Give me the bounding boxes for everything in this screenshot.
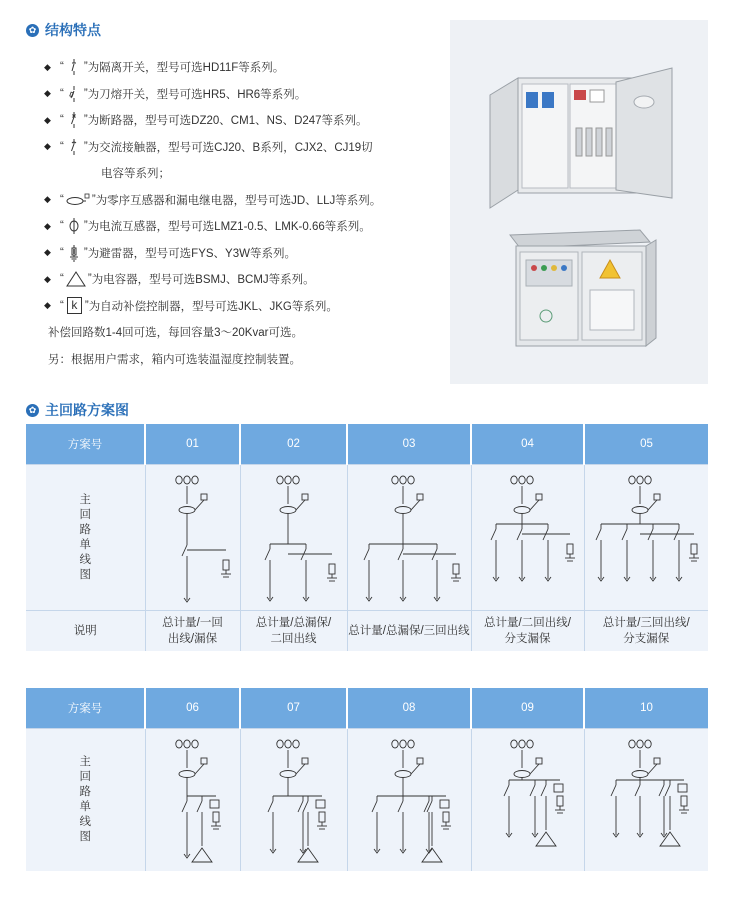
open-cabinet-image [490,68,672,208]
scheme-description: 总计量/二回出线/ 分支漏保 [471,611,584,652]
scheme-number: 07 [240,688,347,729]
diagram-09 [474,732,582,868]
diagram-08 [350,732,468,868]
single-line-diagram-02 [240,465,347,611]
description-row [26,611,708,652]
diamond-bullet-icon: ◆ [44,247,51,258]
diagram-02 [244,468,344,608]
features-list [44,54,434,372]
note-optional: 另：根据用户需求，箱内可选装温湿度控制装置。 [48,353,301,366]
capacitor-icon [65,270,87,288]
scheme-table-2 [26,688,708,871]
zero-sequence-ct-icon [65,191,91,209]
diagram-04 [474,468,582,608]
single-line-diagram-07 [240,729,347,871]
scheme-number: 10 [584,688,708,729]
diamond-bullet-icon: ◆ [44,114,51,125]
controller-k-box: k [67,297,82,314]
feature-item: ◆ “ ” 为刀熔开关，型号可选HR5、HR6等系列。 [44,81,434,108]
diagram-row [26,729,708,871]
cabinet-photos [450,20,708,384]
knife-fuse-switch-icon [65,85,83,103]
diagram-row-label: 主 回 路 单 线 图 [26,465,145,611]
scheme-description: 总计量/总漏保/ 二回出线 [240,611,347,652]
diagram-06 [148,732,238,868]
circuit-breaker-icon [65,111,83,129]
feature-item: ◆ “ ” 为电流互感器，型号可选LMZ1-0.5、LMK-0.66等系列。 [44,213,434,240]
star-icon: ✿ [26,24,39,37]
diagram-10 [586,732,706,868]
feature-continuation: 电容等系列； [101,168,170,181]
diamond-bullet-icon: ◆ [44,220,51,231]
single-line-diagram-05 [584,465,708,611]
single-line-diagram-04 [471,465,584,611]
product-photo-panel [450,20,708,384]
scheme-description: 总计量/总漏保/三回出线 [347,611,471,652]
feature-item: ◆ “ ” 为避雷器，型号可选FYS、Y3W等系列。 [44,240,434,267]
feature-item: ◆ “ ” 为电容器，型号可选BSMJ、BCMJ等系列。 [44,266,434,293]
isolator-switch-icon [65,58,83,76]
surge-arrester-icon [65,244,83,262]
description-row-label: 说明 [26,611,145,652]
scheme-number: 09 [471,688,584,729]
table-header-row [26,424,708,465]
scheme-number: 01 [145,424,240,465]
scheme-number-label: 方案号 [26,688,145,729]
section-title-features: ✿ 结构特点 [26,20,101,40]
feature-item: ◆ “ ” 为交流接触器，型号可选CJ20、B系列，CJX2、CJ19切 [44,134,434,161]
diagram-03 [350,468,468,608]
diamond-bullet-icon: ◆ [44,273,51,284]
star-icon: ✿ [26,404,39,417]
scheme-number: 02 [240,424,347,465]
scheme-table-1 [26,424,708,651]
scheme-number: 08 [347,688,471,729]
scheme-number-label: 方案号 [26,424,145,465]
single-line-diagram-09 [471,729,584,871]
diagram-01 [148,468,238,608]
feature-item: ◆ “ ” 为断路器，型号可选DZ20、CM1、NS、D247等系列。 [44,107,434,134]
single-line-diagram-06 [145,729,240,871]
diagram-row [26,465,708,611]
diagram-row-label: 主 回 路 单 线 图 [26,729,145,871]
scheme-description: 总计量/三回出线/ 分支漏保 [584,611,708,652]
single-line-diagram-08 [347,729,471,871]
contactor-icon [65,138,83,156]
feature-item: ◆ “ ” 为隔离开关，型号可选HD11F等系列。 [44,54,434,81]
single-line-diagram-03 [347,465,471,611]
table-header-row [26,688,708,729]
diamond-bullet-icon: ◆ [44,300,51,311]
current-transformer-icon [65,217,83,235]
scheme-number: 04 [471,424,584,465]
closed-cabinet-image [510,230,656,346]
scheme-number: 05 [584,424,708,465]
diamond-bullet-icon: ◆ [44,194,51,205]
diamond-bullet-icon: ◆ [44,61,51,72]
feature-item: ◆ “ ” 为零序互感器和漏电继电器，型号可选JD、LLJ等系列。 [44,187,434,214]
diagram-05 [586,468,706,608]
feature-item: ◆ “ k ” 为自动补偿控制器，型号可选JKL、JKG等系列。 [44,298,338,313]
single-line-diagram-10 [584,729,708,871]
diamond-bullet-icon: ◆ [44,141,51,152]
section-title-schemes: ✿ 主回路方案图 [26,400,129,420]
scheme-description: 总计量/一回 出线/漏保 [145,611,240,652]
diagram-07 [244,732,344,868]
note-compensation: 补偿回路数1-4回可选，每回容量3～20Kvar可选。 [48,327,303,340]
scheme-number: 06 [145,688,240,729]
scheme-number: 03 [347,424,471,465]
diamond-bullet-icon: ◆ [44,88,51,99]
single-line-diagram-01 [145,465,240,611]
